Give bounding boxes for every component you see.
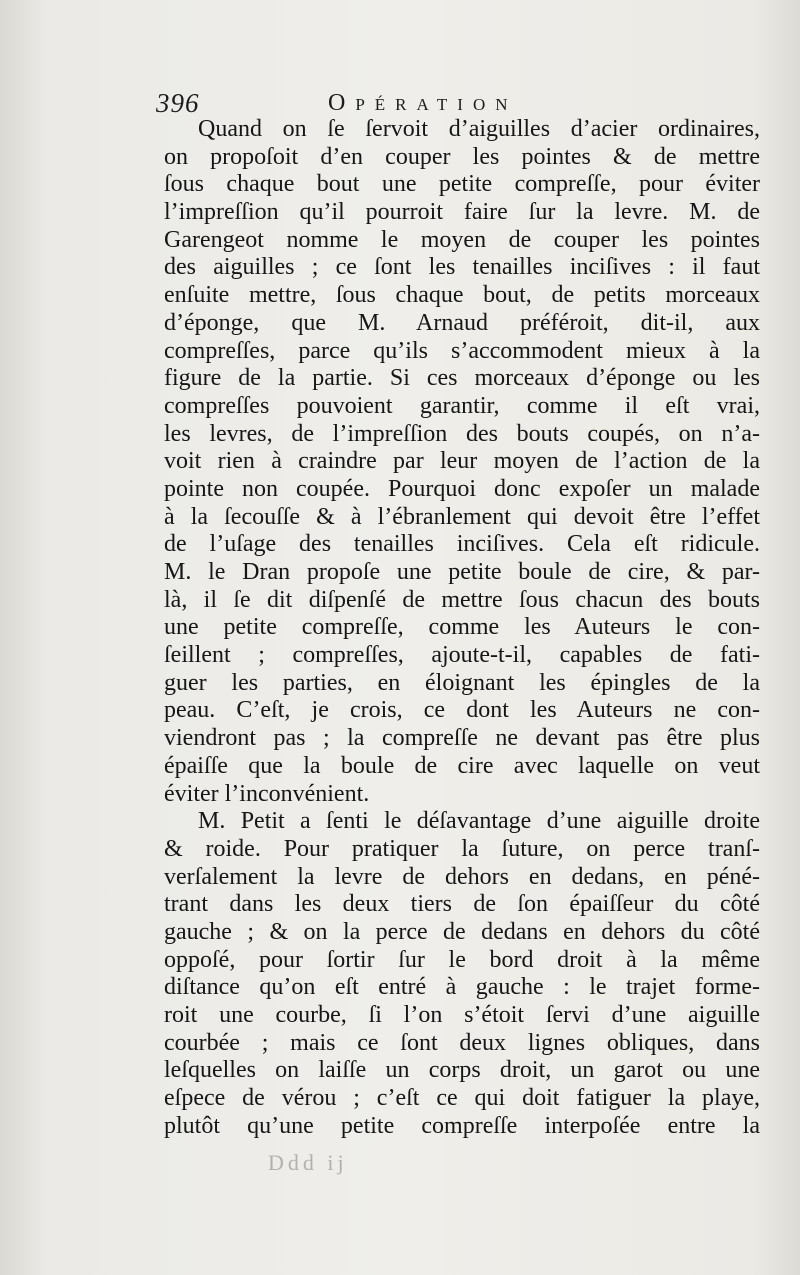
paragraph-2 [164, 808, 760, 1140]
text-line: des aiguilles ; ce ſont les tenailles inciſives : il faut [164, 254, 760, 281]
text-line: d’éponge, que M. Arnaud préféroit, dit-il, aux [164, 309, 760, 336]
text-line: gauche ; & on la perce de dedans en dehors du côté [164, 918, 760, 945]
text-line: plutôt qu’une petite compreſſe interpoſée entre la [164, 1112, 760, 1139]
text-line: oppoſé, pour ſortir ſur le bord droit à la même [164, 946, 760, 973]
text-line: de l’uſage des tenailles inciſives. Cela eſt ridicule. [164, 531, 760, 558]
text-line: compreſſes pouvoient garantir, comme il eſt vrai, [164, 392, 760, 419]
text-line: guer les parties, en éloignant les épingles de la [164, 669, 760, 696]
text-line: les levres, de l’impreſſion des bouts coupés, on n’a- [164, 420, 760, 447]
text-line: on propoſoit d’en couper les pointes & de mettre [164, 143, 760, 170]
body-text [164, 116, 760, 1140]
text-line: eſpece de vérou ; c’eſt ce qui doit fatiguer la playe, [164, 1085, 760, 1112]
text-line: ſeillent ; compreſſes, ajoute-t-il, capables de fati- [164, 642, 760, 669]
text-line: ſous chaque bout une petite compreſſe, pour éviter [164, 171, 760, 198]
text-line: roit une courbe, ſi l’on s’étoit ſervi d’une aiguille [164, 1002, 760, 1028]
text-line: compreſſes, parce qu’ils s’accommodent mieux à la [164, 337, 760, 364]
text-line: là, il ſe dit diſpenſé de mettre ſous chacun des bouts [164, 586, 760, 613]
text-line: M. Petit a ſenti le déſavantage d’une aiguille droite [198, 808, 760, 835]
text-line: & roide. Pour pratiquer la ſuture, on perce tranſ- [164, 835, 760, 862]
text-line: épaiſſe que la boule de cire avec laquelle on veut [164, 752, 760, 779]
text-line: Garengeot nomme le moyen de couper les pointes [164, 226, 760, 253]
paragraph-1 [164, 116, 760, 808]
text-line: leſquelles on laiſſe un corps droit, un garot ou une [164, 1057, 760, 1084]
text-line: une petite compreſſe, comme les Auteurs le con- [164, 614, 760, 641]
text-line: l’impreſſion qu’il pourroit faire ſur la levre. M. de [164, 199, 760, 226]
running-title: Opération [328, 90, 518, 116]
text-line: diſtance qu’on eſt entré à gauche : le trajet forme- [164, 974, 760, 1001]
text-line: figure de la partie. Si ces morceaux d’éponge ou les [164, 365, 760, 392]
text-line: viendront pas ; la compreſſe ne devant pas être plus [164, 725, 760, 752]
text-line: enſuite mettre, ſous chaque bout, de petits morceaux [164, 282, 760, 309]
page-number: 396 [156, 88, 200, 118]
text-line: à la ſecouſſe & à l’ébranlement qui devoit être l’effet [164, 503, 760, 530]
text-line: voit rien à craindre par leur moyen de l’action de la [164, 448, 760, 475]
signature-mark: Ddd ij [268, 1150, 348, 1175]
text-line: peau. C’eſt, je crois, ce dont les Auteurs ne con- [164, 697, 760, 724]
text-line: M. le Dran propoſe une petite boule de cire, & par- [164, 559, 760, 585]
text-line: éviter l’inconvénient. [164, 780, 370, 807]
text-line: trant dans les deux tiers de ſon épaiſſeur du côté [164, 891, 760, 918]
text-line: pointe non coupée. Pourquoi donc expoſer un malade [164, 475, 760, 502]
text-line: verſalement la levre de dehors en dedans, en péné- [164, 863, 760, 890]
text-line: courbée ; mais ce ſont deux lignes obliques, dans [164, 1029, 760, 1056]
text-line: Quand on ſe ſervoit d’aiguilles d’acier ordinaires, [198, 116, 760, 142]
